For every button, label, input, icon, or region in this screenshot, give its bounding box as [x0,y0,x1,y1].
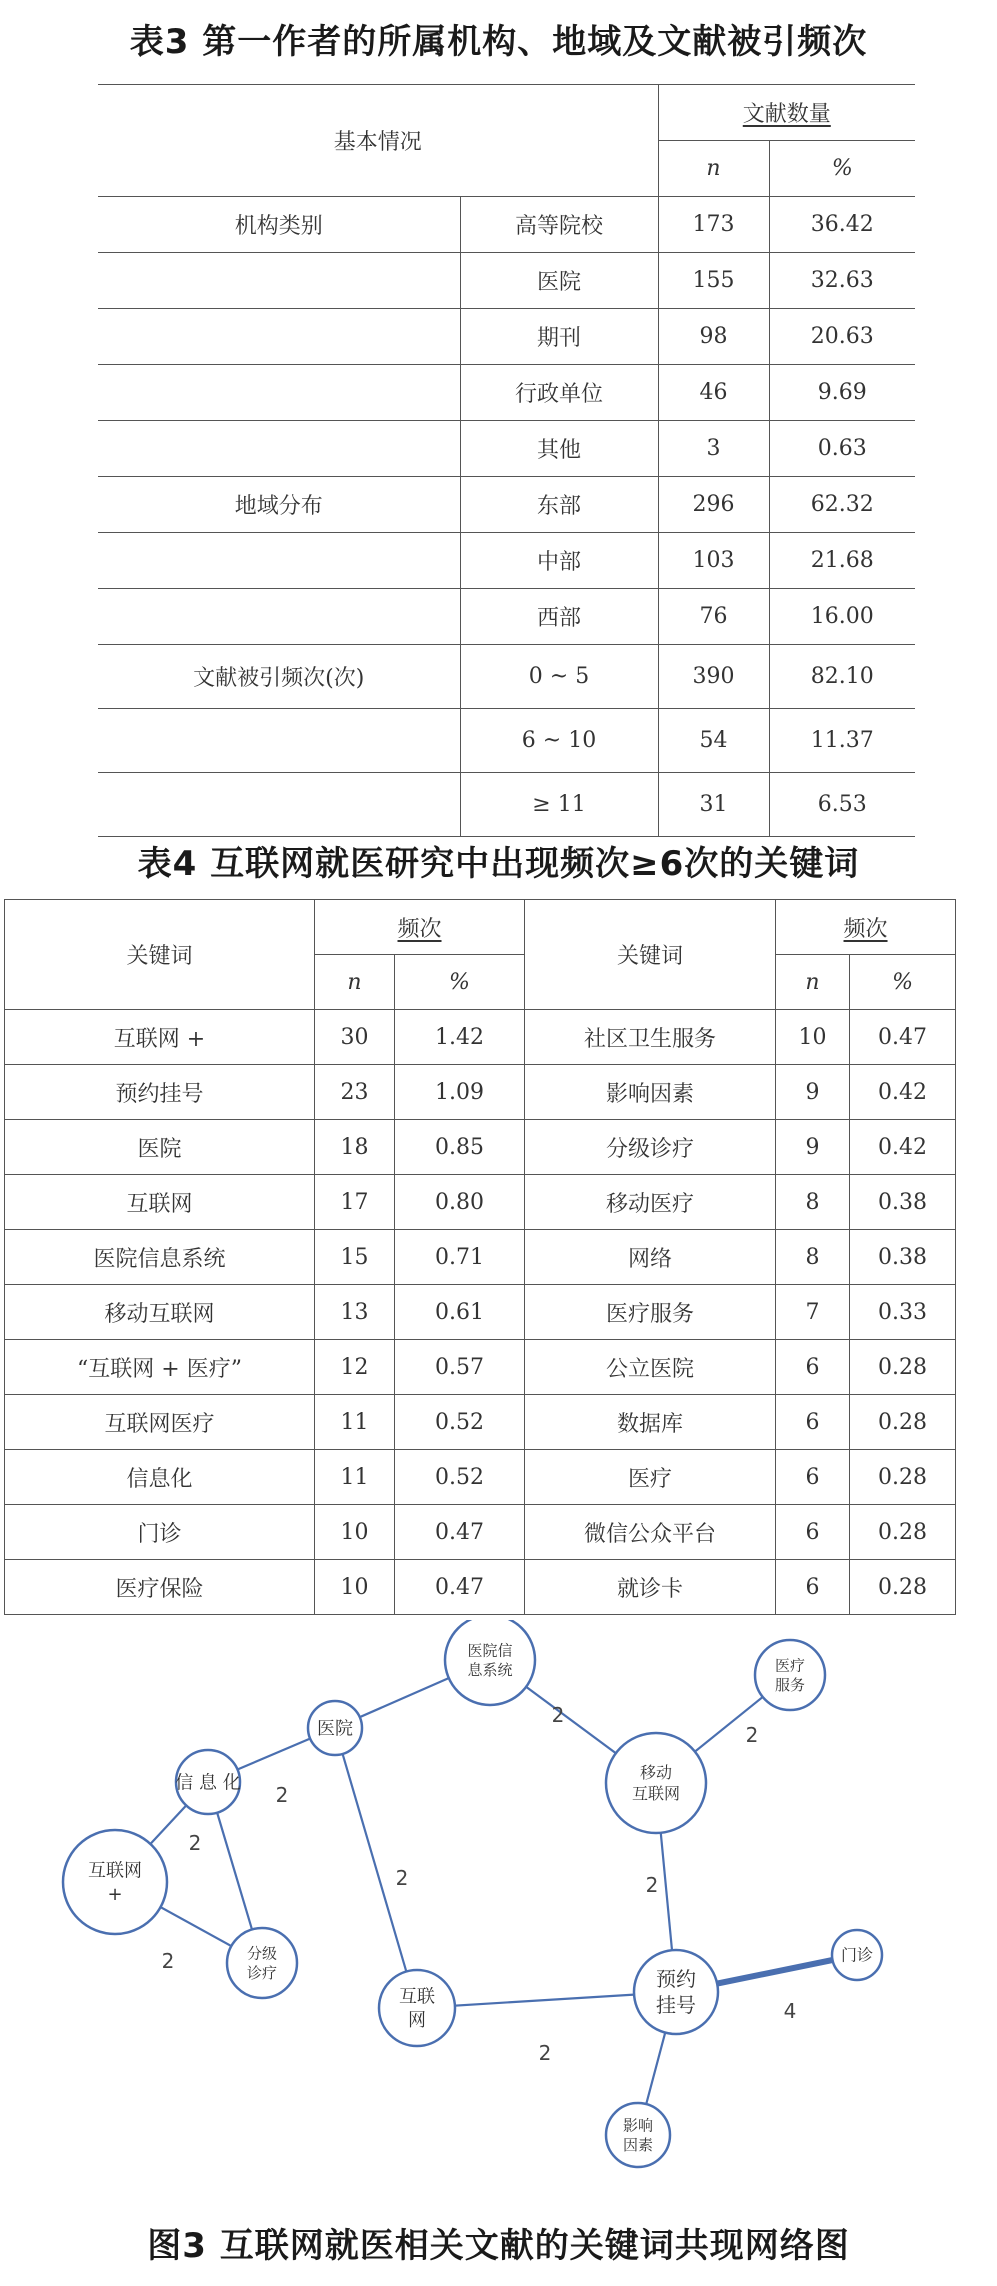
network-node-yy [308,1701,362,1755]
network-node-hlw [379,1970,455,2046]
table3-group-cell [98,589,460,645]
table4-keyword-left: 互联网 [5,1175,315,1230]
table3-n-cell: 76 [658,589,769,645]
network-node-label: 门诊 [840,1945,874,1965]
table4-row [5,1230,956,1285]
table3-row [98,589,915,645]
table4-pct-right: 0.42 [850,1065,956,1120]
network-node-label: 医疗 [774,1656,806,1675]
table3-row [98,253,915,309]
network-node-label: 服务 [774,1676,806,1694]
table4-n-left: 13 [315,1285,395,1340]
network-node-label: 预约 [656,1967,696,1991]
table4-row [5,1120,956,1175]
network-node-label: 信 息 化 [175,1772,241,1794]
table4-keyword-left: 移动互联网 [5,1285,315,1340]
network-node-yygh [634,1950,718,2034]
table3-n-cell: 3 [658,421,769,477]
network-node-label: 因素 [622,2136,654,2154]
table3-row [98,365,915,421]
table3-group-cell [98,309,460,365]
table3-pct-cell: 9.69 [769,365,915,421]
network-node-circle [227,1928,297,1998]
table4-pct-right: 0.28 [850,1560,956,1615]
table3-n-cell: 46 [658,365,769,421]
table4-pct-left: 0.52 [395,1450,525,1505]
figure3-caption: 图3 互联网就医相关文献的关键词共现网络图 [147,2226,850,2266]
table3-n-cell: 31 [658,773,769,837]
table3-row [98,421,915,477]
table4-header-freq-left: 频次 [315,900,525,955]
table4-pct-left: 0.47 [395,1505,525,1560]
table4-pct-left: 0.71 [395,1230,525,1285]
table4-keyword-right: 社区卫生服务 [525,1010,776,1065]
table4-pct-left: 0.52 [395,1395,525,1450]
table3-pct-cell: 11.37 [769,709,915,773]
table4-row [5,1065,956,1120]
edge-weight-label: 2 [161,1949,175,1973]
table4-n-left: 15 [315,1230,395,1285]
edge-weight-label: 2 [188,1831,202,1855]
edge-weight-label: 2 [645,1873,659,1897]
table4-keyword-left: “互联网 + 医疗” [5,1340,315,1395]
table4-row [5,1340,956,1395]
table3-caption: 表3 第一作者的所属机构、地域及文献被引频次 [129,22,868,62]
table3-pct-cell: 32.63 [769,253,915,309]
table4-pct-left: 1.42 [395,1010,525,1065]
table3-sub-cell: 6 ~ 10 [460,709,658,773]
table4-keyword-right: 影响因素 [525,1065,776,1120]
table3 [98,84,915,837]
table4-row [5,1505,956,1560]
table4-n-left: 18 [315,1120,395,1175]
table3-n-cell: 390 [658,645,769,709]
network-node-yyxxxt [445,1620,535,1705]
edge-weight-label: 2 [551,1703,565,1727]
table4-keyword-right: 医疗 [525,1450,776,1505]
table4-header-keyword-left: 关键词 [5,900,315,1010]
table4-n-right: 6 [776,1505,850,1560]
table4-keyword-right: 就诊卡 [525,1560,776,1615]
table3-sub-cell: 医院 [460,253,658,309]
table4-keyword-left: 信息化 [5,1450,315,1505]
table3-header-pct: % [769,141,915,197]
network-node-label: 影响 [622,2116,654,2135]
table3-header-n: n [658,141,769,197]
table3-group-cell: 地域分布 [98,477,460,533]
table4-keyword-left: 医疗保险 [5,1560,315,1615]
edge-weight-label: 2 [745,1723,759,1747]
table3-pct-cell: 36.42 [769,197,915,253]
table4-header-n-right: n [776,955,850,1010]
network-node-label: 分级 [246,1944,278,1963]
table4-pct-right: 0.38 [850,1175,956,1230]
table4-n-left: 10 [315,1505,395,1560]
table3-n-cell: 103 [658,533,769,589]
network-node-label: 医院信 [467,1641,513,1660]
table4-n-right: 6 [776,1560,850,1615]
edge-weight-label: 4 [783,1999,797,2023]
table3-sub-cell: 中部 [460,533,658,589]
table3-row [98,197,915,253]
table4-pct-left: 0.61 [395,1285,525,1340]
network-node-ylfw [755,1640,825,1710]
table4-n-right: 10 [776,1010,850,1065]
table4-pct-right: 0.28 [850,1395,956,1450]
network-node-circle [634,1950,718,2034]
table3-group-cell [98,533,460,589]
table4-n-left: 30 [315,1010,395,1065]
table4-keyword-left: 预约挂号 [5,1065,315,1120]
keyword-network-figure [0,1620,997,2180]
table3-n-cell: 54 [658,709,769,773]
network-node-circle [379,1970,455,2046]
table4-keyword-right: 医疗服务 [525,1285,776,1340]
table4-pct-left: 0.85 [395,1120,525,1175]
table3-header-count: 文献数量 [658,85,915,141]
table4-row [5,1450,956,1505]
table4-n-right: 8 [776,1175,850,1230]
table3-row [98,533,915,589]
table3-group-cell: 文献被引频次(次) [98,645,460,709]
network-node-circle [606,1733,706,1833]
table4-pct-right: 0.47 [850,1010,956,1065]
table3-header-basic: 基本情况 [98,85,658,197]
edge-weight-label: 2 [395,1866,409,1890]
table4-row [5,1010,956,1065]
table4-n-right: 8 [776,1230,850,1285]
network-node-label: 网 [408,2010,426,2031]
table3-pct-cell: 21.68 [769,533,915,589]
table4-n-left: 10 [315,1560,395,1615]
table3-group-cell [98,365,460,421]
table3-n-cell: 173 [658,197,769,253]
network-node-circle [63,1830,167,1934]
table4-pct-right: 0.38 [850,1230,956,1285]
table4-keyword-right: 移动医疗 [525,1175,776,1230]
table3-row [98,309,915,365]
table4-keyword-left: 互联网医疗 [5,1395,315,1450]
table3-group-cell: 机构类别 [98,197,460,253]
edge-weight-label: 2 [275,1783,289,1807]
table3-row [98,773,915,837]
table4-pct-right: 0.42 [850,1120,956,1175]
table3-group-cell [98,421,460,477]
table4-keyword-right: 公立医院 [525,1340,776,1395]
table4-caption: 表4 互联网就医研究中出现频次≥6次的关键词 [137,844,860,884]
table4-n-left: 11 [315,1395,395,1450]
table3-pct-cell: 6.53 [769,773,915,837]
table3-n-cell: 98 [658,309,769,365]
network-node-label: 医院 [317,1718,353,1740]
table4-keyword-right: 微信公众平台 [525,1505,776,1560]
table3-sub-cell: 期刊 [460,309,658,365]
table4-pct-right: 0.28 [850,1505,956,1560]
table4-keyword-right: 网络 [525,1230,776,1285]
table3-pct-cell: 82.10 [769,645,915,709]
table4-n-left: 12 [315,1340,395,1395]
table3-group-cell [98,253,460,309]
edge-weight-label: 2 [538,2041,552,2065]
table3-group-cell [98,709,460,773]
table3-row [98,645,915,709]
table4-row [5,1285,956,1340]
network-node-circle [755,1640,825,1710]
table4-pct-right: 0.28 [850,1340,956,1395]
table4-n-right: 6 [776,1340,850,1395]
table4-pct-left: 1.09 [395,1065,525,1120]
table4-pct-right: 0.33 [850,1285,956,1340]
table4-pct-left: 0.47 [395,1560,525,1615]
table4-n-left: 17 [315,1175,395,1230]
table3-sub-cell: 高等院校 [460,197,658,253]
table3-sub-cell: ≥ 11 [460,773,658,837]
table4-row [5,1560,956,1615]
table4-row [5,1175,956,1230]
table4-n-right: 6 [776,1395,850,1450]
table4-pct-left: 0.57 [395,1340,525,1395]
network-node-label: 互联网 [88,1860,142,1882]
table4-keyword-left: 互联网 + [5,1010,315,1065]
network-node-mz [832,1930,882,1980]
table4-keyword-left: 门诊 [5,1505,315,1560]
table4-header-n-left: n [315,955,395,1010]
table3-row [98,477,915,533]
table4-keyword-right: 数据库 [525,1395,776,1450]
network-node-fjzl [227,1928,297,1998]
network-node-ydhlw [606,1733,706,1833]
network-node-label: 移动 [639,1763,673,1783]
table4-n-right: 7 [776,1285,850,1340]
network-node-circle [606,2103,670,2167]
network-node-label: 诊疗 [246,1964,278,1982]
table4-pct-left: 0.80 [395,1175,525,1230]
table4-row [5,1395,956,1450]
table4-header-freq-right: 频次 [776,900,956,955]
table3-pct-cell: 0.63 [769,421,915,477]
network-node-label: 互联网 [631,1784,681,1803]
network-node-yxys [606,2103,670,2167]
table3-pct-cell: 62.32 [769,477,915,533]
table4-keyword-left: 医院 [5,1120,315,1175]
table4-header-keyword-right: 关键词 [525,900,776,1010]
table3-sub-cell: 其他 [460,421,658,477]
table3-group-cell [98,773,460,837]
table3-n-cell: 155 [658,253,769,309]
table3-row [98,709,915,773]
network-node-label: 挂号 [656,1993,696,2017]
table3-sub-cell: 东部 [460,477,658,533]
table3-sub-cell: 0 ~ 5 [460,645,658,709]
table4-keyword-right: 分级诊疗 [525,1120,776,1175]
table4-pct-right: 0.28 [850,1450,956,1505]
table3-pct-cell: 16.00 [769,589,915,645]
table4-n-right: 9 [776,1120,850,1175]
table4-n-right: 9 [776,1065,850,1120]
table4-header-pct-right: % [850,955,956,1010]
table4-keyword-left: 医院信息系统 [5,1230,315,1285]
table4-n-right: 6 [776,1450,850,1505]
table4 [4,899,956,1615]
table3-pct-cell: 20.63 [769,309,915,365]
network-node-xxh [175,1750,240,1814]
network-node-label: + [107,1884,123,1905]
table4-n-left: 11 [315,1450,395,1505]
table4-header-pct-left: % [395,955,525,1010]
network-node-hlwplus [63,1830,167,1934]
table3-sub-cell: 行政单位 [460,365,658,421]
table3-sub-cell: 西部 [460,589,658,645]
network-node-label: 互联 [399,1986,435,2008]
table3-n-cell: 296 [658,477,769,533]
table4-n-left: 23 [315,1065,395,1120]
network-node-label: 息系统 [467,1661,513,1679]
